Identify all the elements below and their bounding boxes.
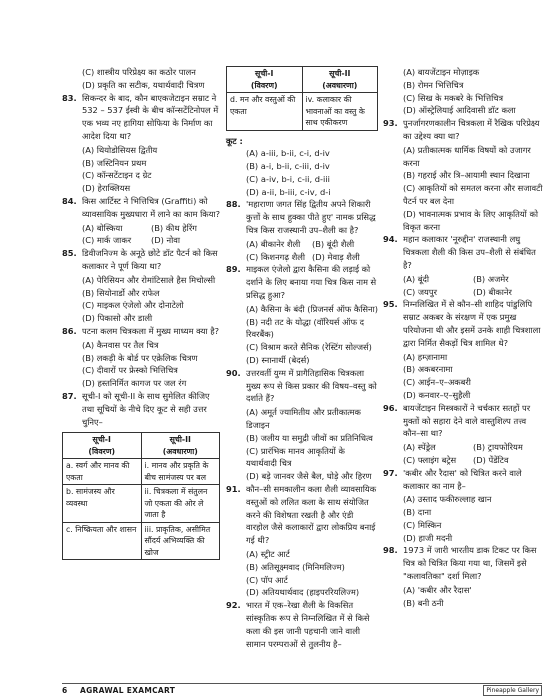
question-98 [383,544,543,582]
options-grid [383,441,543,467]
question-text: सूची-I को सूची-II के साथ सुमेलित कीजिए तथा सूचियों के नीचे दिए कूट से सही उत्तर चुनिए– [82,390,210,427]
page-number: 6 [62,686,68,695]
question-text: डिवीजनिज्म के अनूठे छोटे डॉट पैटर्न को किस कलाकार ने पूर्ण किया था? [82,248,218,271]
question-text: भारत में एक–रेखा शैली के विकसित सांस्कृतिक रूप से निम्नलिखित में से किसे कला की इस जानी पहचानी जाने वाली सामान परम्पराओं से तुलनीय है– [246,600,370,649]
option: (C) आईन–ए–अकबरी [403,377,471,388]
question-text: कौन–सी समकालीन कला शैली व्यावसायिक वस्तुओं को ललित कला के साथ संयोजित करने की विशेषता रखती है और एंडी वारहोल जैसे कलाकारों द्वारा लोकप्रिय बनाई गई थी? [246,484,377,546]
option: (B) दाना [403,507,432,518]
option: (B) बनी ठनी [403,597,444,608]
option: (B) नदी तट के योद्धा (वॉरियर्स ऑफ द रिवरबैंक) [246,316,365,340]
question-number: 92. [226,600,241,611]
option: (C) प्रारंभिक मानव आकृतियों के यथार्थवादी चित्र [246,445,345,469]
option: (D) कनवार–ए–सुहैली [403,389,471,400]
question-94 [383,233,543,271]
question-number: 94. [383,234,398,245]
question-number: 89. [226,264,241,275]
option: (D) ऑस्ट्रेलियाई आदिवासी डॉट कला [403,105,516,116]
question-number: 95. [383,299,398,310]
table-cell: b. सामंजस्य और व्यवस्था [63,485,142,523]
option: (C) फ्लाइंग बट्रेस [403,454,457,465]
option: (A) स्ट्रीट आर्ट [246,549,290,559]
option: (D) बीकानेर [473,286,512,297]
question-91 [226,483,378,547]
option: (A) बूंदी [403,273,430,284]
code-label: कूट : [226,135,243,146]
option: (D) मेवाड़ शैली [312,251,360,262]
table-header: सूची-I (विवरण) [63,433,142,459]
option: (C) सिख के मकबरे के भित्तिचित्र [403,92,504,103]
table-cell: ii. चित्रकला में संतुलन जो एकता की ओर ले जाता है [141,485,220,523]
table-header: सूची-II (अवधारणा) [302,67,378,93]
question-92 [226,599,378,650]
option: (B) जस्टिनियन प्रथम [82,157,147,168]
question-text: बायजेंटाइन मिस्त्रकारों ने चर्चकार सतहों पर मुक्तों को सहारा देने वाले वास्तुशिल्प तत्त्व कौन–सा था? [403,402,531,439]
option: (A) थियोडोसियस द्वितीय [82,144,158,155]
question-text: महान कलाकार 'नूरुद्दीन' राजस्थानी लघु चित्रकला शैली की किस उप–शैली से संबंधित है? [403,234,536,270]
table-row [63,522,220,560]
option: (D) प्रकृति का सटीक, यथार्थवादी चित्रण [82,79,205,90]
options-grid [226,238,378,264]
option: (B) a-i, b-ii, c-iii, d-iv [246,161,330,172]
option: (B) गहराई और त्रि–आयामी स्थान दिखाना [403,170,530,181]
option: (D) बड़े जानवर जैसे बैल, घोड़े और हिरण [246,471,372,482]
options-grid [62,222,220,248]
match-table-continued [226,66,378,131]
table-cell: a. स्वर्ग और मानव की एकता [63,459,142,485]
question-number: 83. [62,92,77,103]
question-86 [62,325,220,338]
option: (A) a-iii, b-ii, c-i, d-iv [246,148,330,159]
question-97 [383,467,543,493]
option: (C) मिस्किन [403,519,442,530]
option: (C) किशनगढ़ शैली [246,251,306,262]
option: (A) स्पेंड्रेल [403,442,436,453]
table-cell: iii. प्राकृतिक, असीमित सौंदर्य अभिव्यक्ति की खोज [141,522,220,560]
option: (D) हस्तनिर्मित कागज पर जल रंग [82,378,187,389]
option: (D) नोवा [151,235,181,246]
table-header: सूची-II (अवधारणा) [141,433,220,459]
option: (D) स्नानार्थी (बेदर्स) [246,355,310,366]
option: (C) माइकल एंजेलो और दोनाटेलो [82,300,184,311]
option: (A) अमूर्त ज्यामितीय और प्रतीकात्मक डिजाइन [246,407,361,431]
question-93 [383,117,543,143]
footer-badge: Pineapple Gallery [483,685,542,696]
option: (B) जलीय या समुद्री जीवों का प्रतिनिधित्व [246,432,373,443]
brand-name: AGRAWAL EXAMCART [80,686,176,695]
option: (A) हम्ज़ानामा [403,351,448,362]
question-text: उत्तरवर्ती युग्म में प्रागैतिहासिक चित्रकला मुख्य रूप से किस प्रकार की विषय–वस्तु को दर्शाते हैं? [246,367,377,404]
column-3 [383,66,543,609]
table-row [63,459,220,485]
option: (C) विश्राम करते सैनिक (रेस्टिंग सोल्जर्स) [246,342,372,353]
question-text: किस आर्टिस्ट ने भित्तिचित्र (Graffiti) को व्यावसायिक मुख्यधारा में लाने का काम किया? [82,195,220,219]
option: (A) बोस्किया [82,222,123,233]
question-96 [383,402,543,440]
table-row [63,485,220,523]
question-88 [226,198,378,236]
option: (D) पेंडेंटिव [473,454,509,465]
option: (A) प्रतीकात्मक धार्मिक विषयों को उजागर करना [403,144,531,168]
question-text: 'कबीर और रैदास' को चित्रित करने वाले कलाकार का नाम है– [403,467,522,491]
question-number: 86. [62,325,77,336]
question-number: 97. [383,467,398,478]
question-number: 96. [383,402,398,413]
question-text: पुनर्जागरणकालीन चित्रकला में रैखिक परिप्रेक्ष्य का उद्देश्य क्या था? [403,118,540,141]
question-number: 91. [226,484,241,495]
option: (A) पेरिसियन और रोमांटिसाले हैस मिचोल्सी [82,274,216,285]
option: (B) रोमन भित्तिचित्र [403,79,464,90]
option: (D) भावनात्मक प्रभाव के लिए आकृतियों को विकृत करना [403,208,538,232]
question-84 [62,195,220,221]
table-cell: d. मन और वस्तुओं की एकता [227,93,303,131]
table-cell: c. निष्क्रियता और शासन [63,522,142,560]
question-number: 84. [62,195,77,206]
option: (C) मार्क जाकर [82,235,132,246]
option: (B) बूंदी शैली [312,238,355,249]
option: (A) कैनवास पर तैल चित्र [82,339,159,350]
option: (C) a-iv, b-i, c-ii, d-iii [246,173,330,184]
question-85 [62,247,220,273]
option: (D) a-ii, b-iii, c-iv, d-i [246,186,331,197]
option: (D) हेराक्लियस [82,183,131,194]
question-number: 93. [383,118,398,129]
column-2 [226,66,378,651]
option: (C) कॉन्सटेंटाइन द ग्रेट [82,170,152,181]
question-89 [226,263,378,301]
option: (C) जयपुर [403,286,437,297]
question-90 [226,367,378,405]
question-number: 98. [383,545,398,556]
option: (A) 'कबीर और रैदास' [403,584,472,595]
option: (B) ट्रायफोरियम [473,442,523,453]
option: (B) कीथ हेरिंग [151,222,197,233]
question-text: सिकन्दर के बाद, कौन बाएकजेटाइन सम्राट ने 532 – 537 ईस्वी के बीच कॉन्सटेंटिनोपल में एक भव्य नए हागिया सोफिया के निर्माण का आदेश दिया था? [82,92,219,141]
option: (B) अतिसूक्ष्मवाद (मिनिमलिज्म) [246,561,345,572]
option: (B) सियोनार्डो और राफेल [82,287,160,298]
page-footer [62,683,542,696]
option: (B) लकड़ी के बोर्ड पर एक्रेलिक चित्रण [82,352,198,363]
options-grid [383,273,543,299]
option: (A) बायजेंटाइन मोज़ाइक [403,67,480,77]
question-number: 87. [62,390,77,401]
option: (A) बीकानेर शैली [246,238,301,249]
question-83 [62,92,220,143]
question-95 [383,298,543,349]
option: (C) पॉप आर्ट [246,574,288,585]
question-87 [62,390,220,428]
question-text: 'महाराणा जगत सिंह द्वितीय अपने शिकारी कुत्तों के साथ हुक्का पीते हुए' नामक प्रसिद्ध चित्र किस राजस्थानी उप–शैली का है? [246,199,376,236]
match-table [62,432,220,560]
question-text: माइकल एंजेलो द्वारा कैसिना की लड़ाई को दर्शाने के लिए बनाया गया चित्र किस नाम से प्रसिद्ध हुआ? [246,264,377,301]
question-text: 1973 में जारी भारतीय डाक टिकट पर किस चित्र को चित्रित किया गया था, जिसमें इसे "कलावतिका" दर्शा मिला? [403,545,537,582]
column-1 [62,66,220,564]
option: (C) शास्त्रीय परिप्रेक्ष्य का कठोर पालन [82,67,196,77]
table-row [227,93,378,131]
table-cell: i. मानव और प्रकृति के बीच सामंजस्य पर बल [141,459,220,485]
option: (A) उस्ताद फकीरुल्लाह खान [403,494,492,505]
table-header: सूची-I (विवरण) [227,67,303,93]
option: (C) आकृतियों को समतल करना और सजावटी पैटर्न पर बल देना [403,183,543,206]
option: (D) हाजी मदनी [403,532,453,543]
table-cell: iv. कलाकार की भावनाओं का वस्तु के साथ एकीकरण [302,93,378,131]
option: (C) दीवारों पर फ्रेस्को भित्तिचित्र [82,365,178,376]
question-number: 85. [62,248,77,259]
option: (A) कैसिना के बंदी (प्रिजनर्स ऑफ कैसिना) [246,303,379,314]
question-number: 88. [226,199,241,210]
question-text: पटना कलम चित्रकला में मुख्य माध्यम क्या है? [82,325,220,336]
option: (B) अकबरनामा [403,364,453,375]
question-number: 90. [226,367,241,378]
option: (D) पिकासो और डाली [82,313,153,324]
option: (B) अजमेर [473,273,509,284]
question-text: निम्नलिखित में से कौन–सी शाहिद पांडुलिपि सम्राट अकबर के संरक्षण में एक प्रमुख परियोजना थी और इसमें उनके शाही चित्रशाला द्वारा निर्मित सैकड़ों चित्र शामिल थे? [403,299,541,348]
option: (D) अतियथार्थवाद (हाइपररियलिज्म) [246,587,360,598]
